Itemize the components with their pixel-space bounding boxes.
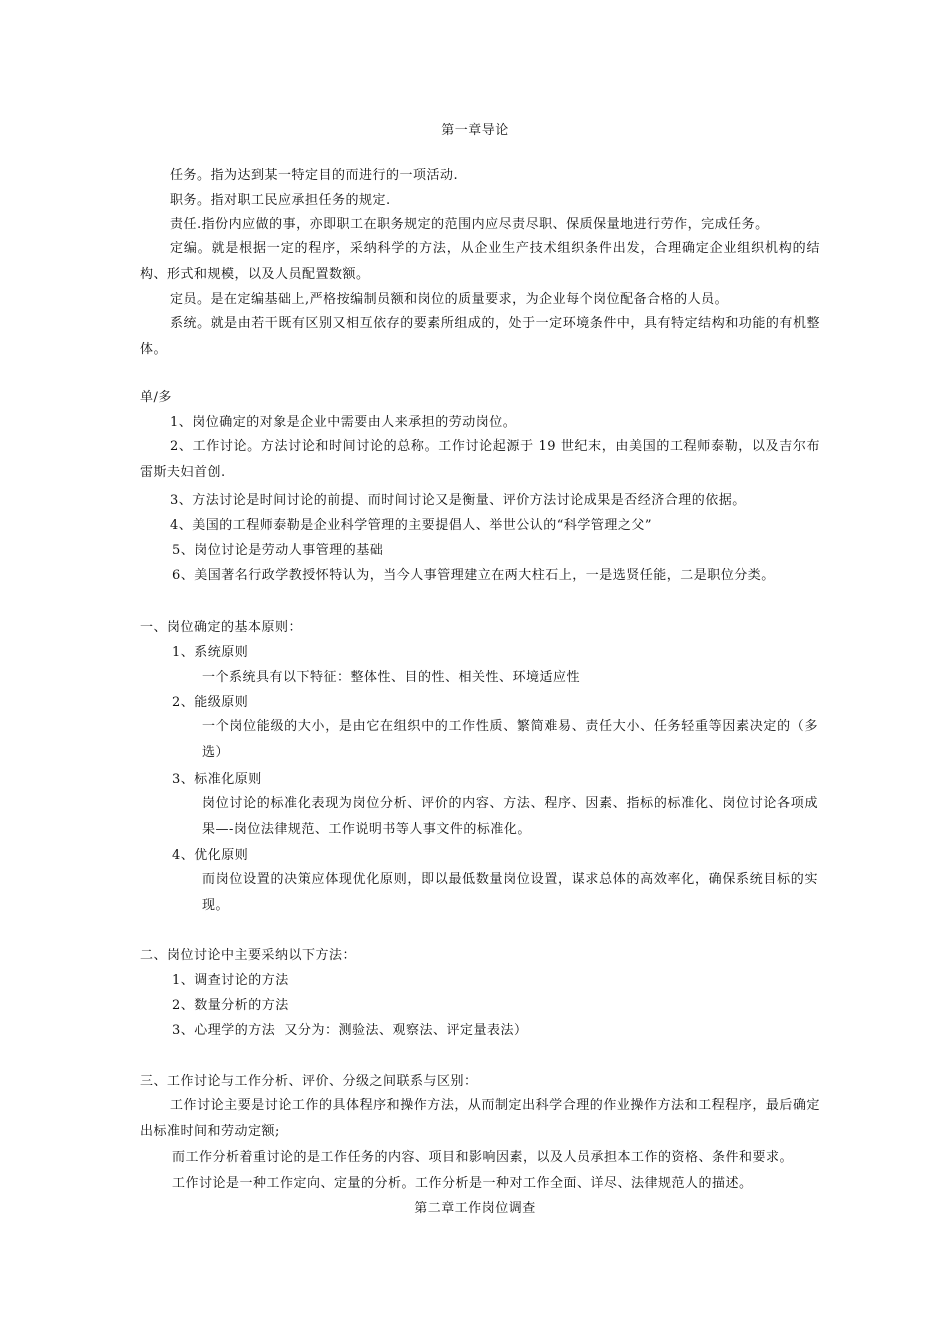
choice-heading: 单/多 bbox=[140, 390, 172, 405]
principle-label: 3、标准化原则 bbox=[172, 772, 262, 787]
principle-description: 一个系统具有以下特征：整体性、目的性、相关性、环境适应性 bbox=[202, 670, 581, 685]
principle-label: 4、优化原则 bbox=[172, 848, 249, 863]
section-paragraph: 而工作分析着重讨论的是工作任务的内容、项目和影响因素，以及人员承担本工作的资格、条件和要求。 bbox=[172, 1150, 794, 1165]
section-heading: 三、工作讨论与工作分析、评价、分级之间联系与区别： bbox=[140, 1074, 478, 1089]
principle-description: 一个岗位能级的大小，是由它在组织中的工作性质、繁简难易、责任大小、任务轻重等因素决定的（多选） bbox=[202, 719, 818, 760]
definition-staffing-quota: 定编。就是根据一定的程序，采纳科学的方法，从企业生产技术组织条件出发，合理确定企业组织机构的结构、形式和规模，以及人员配置数额。 bbox=[140, 241, 820, 282]
method-item: 2、数量分析的方法 bbox=[172, 998, 289, 1013]
choice-item: 1、岗位确定的对象是企业中需要由人来承担的劳动岗位。 bbox=[170, 415, 517, 430]
definition-task: 任务。指为达到某一特定目的而进行的一项活动. bbox=[170, 168, 459, 183]
principle-description: 而岗位设置的决策应体现优化原则，即以最低数量岗位设置，谋求总体的高效率化，确保系统目标的实现。 bbox=[202, 872, 818, 913]
method-item: 3、心理学的方法 又分为：测验法、观察法、评定量表法） bbox=[172, 1023, 528, 1038]
principle-label: 2、能级原则 bbox=[172, 695, 249, 710]
definition-responsibility: 责任.指份内应做的事，亦即职工在职务规定的范围内应尽责尽职、保质保量地进行劳作，完成任务。 bbox=[170, 217, 769, 232]
section-paragraph: 工作讨论是一种工作定向、定量的分析。工作分析是一种对工作全面、详尽、法律规范人的描述。 bbox=[172, 1176, 753, 1191]
chapter-title: 第二章工作岗位调查 bbox=[414, 1201, 536, 1216]
section-heading: 二、岗位讨论中主要采纳以下方法： bbox=[140, 948, 357, 963]
method-item: 1、调查讨论的方法 bbox=[172, 973, 289, 988]
section-heading: 一、岗位确定的基本原则： bbox=[140, 620, 303, 635]
choice-item: 6、美国著名行政学教授怀特认为，当今人事管理建立在两大柱石上，一是选贤任能，二是职位分类。 bbox=[172, 568, 775, 583]
section-paragraph: 工作讨论主要是讨论工作的具体程序和操作方法，从而制定出科学合理的作业操作方法和工程程序，最后确定出标准时间和劳动定额; bbox=[140, 1098, 820, 1139]
choice-item: 4、美国的工程师泰勒是企业科学管理的主要提倡人、举世公认的“科学管理之父” bbox=[170, 518, 653, 533]
principle-label: 1、系统原则 bbox=[172, 645, 249, 660]
choice-item: 3、方法讨论是时间讨论的前提、而时间讨论又是衡量、评价方法讨论成果是否经济合理的依据。 bbox=[170, 493, 746, 508]
definition-staffing: 定员。是在定编基础上,严格按编制员额和岗位的质量要求，为企业每个岗位配备合格的人员。 bbox=[170, 292, 729, 307]
choice-item: 5、岗位讨论是劳动人事管理的基础 bbox=[172, 543, 384, 558]
definition-system: 系统。就是由若干既有区别又相互依存的要素所组成的，处于一定环境条件中，具有特定结构和功能的有机整体。 bbox=[140, 316, 820, 357]
choice-item: 2、工作讨论。方法讨论和时间讨论的总称。工作讨论起源于 19 世纪末，由美国的工程师泰勒，以及吉尔布雷斯夫妇首创. bbox=[140, 439, 820, 480]
definition-duty: 职务。指对职工民应承担任务的规定. bbox=[170, 193, 391, 208]
principle-description: 岗位讨论的标准化表现为岗位分析、评价的内容、方法、程序、因素、指标的标准化、岗位讨论各项成果—-岗位法律规范、工作说明书等人事文件的标准化。 bbox=[202, 796, 818, 837]
chapter-title: 第一章导论 bbox=[441, 123, 509, 138]
